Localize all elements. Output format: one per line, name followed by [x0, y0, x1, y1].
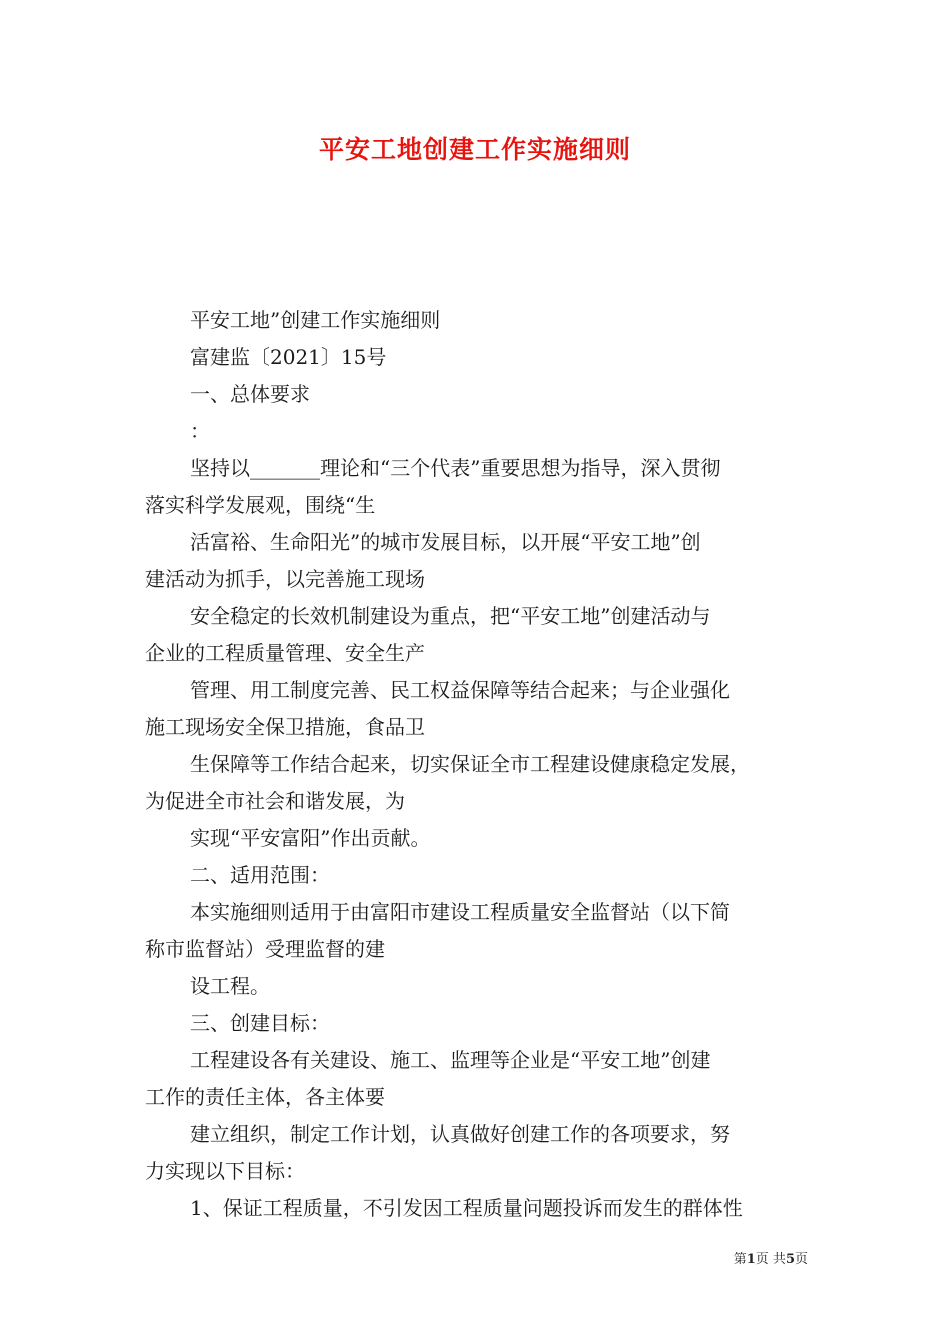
paragraph-line: 力实现以下目标：: [145, 1159, 305, 1183]
paragraph-line: 管理、用工制度完善、民工权益保障等结合起来；与企业强化: [190, 678, 730, 702]
paragraph-line: 安全稳定的长效机制建设为重点，把“平安工地”创建活动与: [190, 604, 711, 628]
paragraph: [145, 302, 805, 339]
paragraph: [145, 339, 805, 376]
footer-middle: 页 共: [755, 1252, 786, 1267]
paragraph: [145, 820, 805, 857]
paragraph-line: 三、创建目标：: [190, 1011, 330, 1035]
paragraph-line: 二、适用范围：: [190, 863, 330, 887]
paragraph-line: 落实科学发展观，围绕“生: [145, 493, 376, 517]
paragraph: [145, 1190, 805, 1227]
paragraph: [145, 598, 805, 672]
paragraph: [145, 1116, 805, 1190]
paragraph: [145, 376, 805, 413]
paragraph-line: 建活动为抓手，以完善施工现场: [145, 567, 425, 591]
paragraph-line: 工程建设各有关建设、施工、监理等企业是“平安工地”创建: [190, 1048, 711, 1072]
paragraph-line: 建立组织，制定工作计划，认真做好创建工作的各项要求，努: [190, 1122, 730, 1146]
paragraph-line: ：: [190, 419, 210, 443]
paragraph: [145, 746, 805, 820]
paragraph-line: 生保障等工作结合起来，切实保证全市工程建设健康稳定发展，: [190, 752, 750, 776]
document-body: [145, 302, 805, 1227]
footer-current-page: 1: [746, 1252, 756, 1267]
page-title: 平安工地创建工作实施细则: [318, 135, 631, 164]
paragraph: [145, 450, 805, 524]
footer-total-pages: 5: [785, 1252, 795, 1267]
paragraph: [145, 968, 805, 1005]
paragraph-line: 施工现场安全保卫措施，食品卫: [145, 715, 425, 739]
paragraph-line: 本实施细则适用于由富阳市建设工程质量安全监督站（以下简: [190, 900, 730, 924]
paragraph-line: 坚持以_______理论和“三个代表”重要思想为指导，深入贯彻: [190, 456, 721, 480]
paragraph-line: 1、保证工程质量，不引发因工程质量问题投诉而发生的群体性: [190, 1196, 743, 1220]
footer-suffix: 页: [794, 1252, 808, 1267]
paragraph-line: 为促进全市社会和谐发展，为: [145, 789, 405, 813]
paragraph-line: 活富裕、生命阳光”的城市发展目标，以开展“平安工地”创: [190, 530, 701, 554]
paragraph-line: 实现“平安富阳”作出贡献。: [190, 826, 431, 850]
footer-prefix: 第: [733, 1252, 747, 1267]
paragraph: [145, 413, 805, 450]
paragraph: [145, 524, 805, 598]
paragraph: [145, 894, 805, 968]
paragraph-line: 企业的工程质量管理、安全生产: [145, 641, 425, 665]
paragraph-line: 工作的责任主体，各主体要: [145, 1085, 385, 1109]
paragraph-line: 称市监督站）受理监督的建: [145, 937, 385, 961]
paragraph-line: 富建监〔2021〕15号: [190, 345, 387, 369]
paragraph: [145, 1005, 805, 1042]
paragraph-line: 一、总体要求: [190, 382, 310, 406]
paragraph: [145, 1042, 805, 1116]
paragraph: [145, 672, 805, 746]
paragraph: [145, 857, 805, 894]
page-footer: [734, 1248, 808, 1267]
paragraph-line: 设工程。: [190, 974, 270, 998]
paragraph-line: 平安工地”创建工作实施细则: [190, 308, 441, 332]
